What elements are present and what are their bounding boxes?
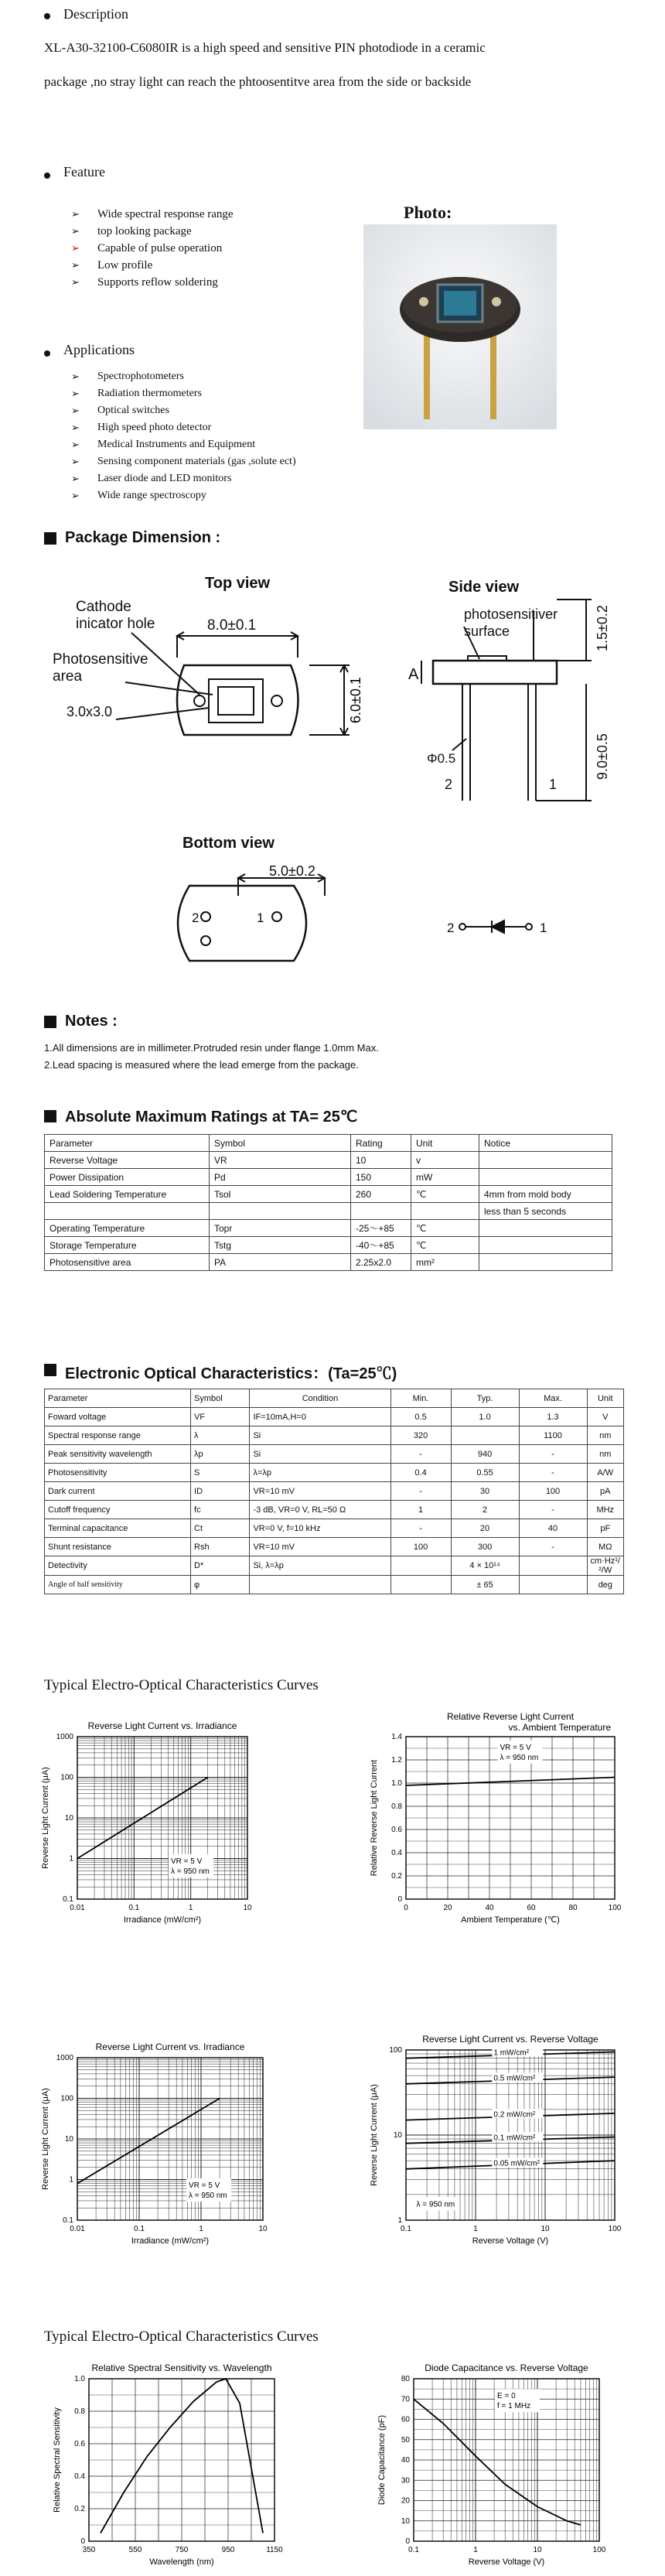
y-tick-label: 1.0 [74, 2375, 85, 2383]
x-tick-label: 0.01 [70, 2225, 85, 2233]
y-tick-label: 0 [405, 2537, 410, 2546]
x-tick-label: 1 [473, 2225, 478, 2233]
pin1-diode-label: 1 [540, 921, 547, 935]
table-header: Parameter [45, 1389, 191, 1408]
table-row: Photosensitive area PA 2.25x2.0 mm² [45, 1254, 612, 1271]
x-tick-label: 750 [175, 2546, 189, 2554]
table-header: Parameter [45, 1135, 210, 1152]
table-header: Condition [250, 1389, 390, 1408]
side-view-label: Side view [448, 579, 520, 596]
description-bullet [44, 13, 50, 19]
x-tick-label: 10 [243, 1904, 252, 1912]
photodiode-image [363, 224, 557, 429]
x-tick-label: 1150 [266, 2546, 283, 2554]
x-axis-label: Reverse Voltage (V) [468, 2557, 545, 2567]
y-tick-label: 0.6 [74, 2440, 85, 2448]
pin2-diode-label: 2 [447, 921, 455, 935]
chart-annotation: E = 0 [497, 2392, 516, 2401]
table-header: Max. [519, 1389, 587, 1408]
table-header: Unit [587, 1389, 624, 1408]
feature-heading: Feature [63, 164, 105, 179]
y-tick-label: 40 [401, 2456, 410, 2465]
photo-area-label-l2: area [53, 668, 83, 685]
arrow-icon: ➢ [71, 259, 80, 271]
cathode-label-l1: Cathode [76, 599, 131, 615]
y-axis-label: Reverse Light Current (μA) [370, 2084, 379, 2186]
dim-bottom-label: 5.0±0.2 [269, 863, 315, 879]
label-a: A [408, 666, 419, 683]
y-axis-label: Reverse Light Current (μA) [41, 1767, 50, 1869]
y-tick-label: 0.6 [391, 1826, 402, 1834]
list-item: ➢ Radiation thermometers [71, 385, 296, 402]
package-square-icon [44, 532, 56, 545]
chart-title: Relative Reverse Light Current [446, 1711, 575, 1722]
list-item: ➢ Spectrophotometers [71, 368, 296, 385]
y-tick-label: 20 [401, 2496, 410, 2506]
diode-symbol [459, 921, 532, 933]
table-header: Typ. [451, 1389, 519, 1408]
x-tick-label: 950 [221, 2546, 235, 2554]
table-header-row [45, 1135, 612, 1152]
notes-line-2: 2.Lead spacing is measured where the lead emerge from the package. [44, 1059, 359, 1071]
table-header: Symbol [210, 1135, 351, 1152]
curves-heading-1: Typical Electro-Optical Characteristics Curves [44, 1677, 319, 1693]
x-tick-label: 1 [199, 2225, 203, 2233]
table-row: Operating Temperature Topr -25～+85 ℃ [45, 1220, 612, 1237]
notes-line-1: 1.All dimensions are in millimeter.Protruded resin under flange 1.0mm Max. [44, 1042, 379, 1054]
applications-bullet [44, 350, 50, 357]
package-heading: Package Dimension : [65, 529, 221, 546]
chart-grid [77, 1737, 247, 1899]
y-tick-label: 1000 [56, 2054, 73, 2062]
chart-subtitle: vs. Ambient Temperature [508, 1722, 611, 1733]
table-header: Notice [479, 1135, 612, 1152]
eo-table [44, 1389, 624, 1594]
arrow-icon: ➢ [71, 439, 80, 450]
series-label: 0.2 mW/cm² [493, 2110, 536, 2120]
x-tick-label: 1 [473, 2546, 478, 2554]
photo-area-label-l1: Photosensitive [53, 651, 148, 668]
y-axis-label: Diode Capacitance (pF) [377, 2414, 387, 2506]
chart-title: Reverse Light Current vs. Irradiance [87, 1720, 237, 1731]
package-drawing [31, 565, 634, 967]
arrow-icon: ➢ [71, 456, 80, 467]
table-row: Power Dissipation Pd 150 mW [45, 1169, 612, 1186]
chart-reverse-voltage [360, 2027, 653, 2259]
arrow-icon: ➢ [71, 422, 80, 433]
chart-annotation: VR = 5 V [189, 2181, 220, 2190]
arrow-icon: ➢ [71, 276, 80, 288]
chart-title: Diode Capacitance vs. Reverse Voltage [425, 2362, 588, 2373]
y-tick-label: 80 [401, 2375, 410, 2383]
table-row: Foward voltage VF IF=10mA,H=0 0.5 1.0 1.3 V [45, 1408, 624, 1426]
y-tick-label: 60 [401, 2415, 410, 2424]
bottom-view-drawing [178, 874, 325, 961]
table-row: Cutoff frequency fc -3 dB, VR=0 V, RL=50 Ω 1 2 - MHz [45, 1501, 624, 1519]
dim-side-top-label: 1.5±0.2 [595, 605, 610, 651]
arrow-icon: ➢ [71, 490, 80, 501]
y-tick-label: 100 [389, 2046, 402, 2055]
x-tick-label: 550 [128, 2546, 142, 2554]
x-axis-label: Ambient Temperature (℃) [461, 1915, 560, 1925]
pin1-side-label: 1 [549, 777, 558, 792]
table-header-row [45, 1389, 624, 1408]
x-tick-label: 10 [258, 2225, 268, 2233]
side-surface-label-l2: surface [464, 624, 510, 639]
arrow-icon: ➢ [71, 371, 80, 382]
chart-title: Relative Spectral Sensitivity vs. Wavelength [91, 2362, 272, 2373]
series-label: 0.05 mW/cm² [493, 2159, 540, 2168]
table-row: Lead Soldering Temperature Tsol 260 ℃ 4mm from mold body [45, 1186, 612, 1203]
cathode-label-l2: inicator hole [76, 616, 155, 632]
table-header: Symbol [191, 1389, 250, 1408]
y-axis-label: Relative Reverse Light Current [370, 1759, 379, 1877]
dim-width-label: 8.0±0.1 [207, 617, 257, 634]
series-label: 0.1 mW/cm² [493, 2134, 536, 2143]
dim-side-leg-label: 9.0±0.5 [595, 733, 610, 780]
y-tick-label: 0.4 [391, 1849, 402, 1857]
area-size-label: 3.0x3.0 [66, 704, 113, 719]
y-tick-label: 0 [80, 2537, 85, 2546]
list-item: ➢ Wide range spectroscopy [71, 487, 296, 504]
table-header: Rating [351, 1135, 411, 1152]
eo-square-icon [44, 1364, 56, 1376]
table-row: Angle of half sensitivity φ ± 65 deg [45, 1576, 624, 1594]
x-tick-label: 0.1 [128, 1904, 140, 1912]
chart-annotation: VR = 5 V [171, 1857, 203, 1866]
applications-list [71, 368, 296, 504]
y-tick-label: 30 [401, 2476, 410, 2485]
pin2-side-label: 2 [445, 777, 453, 792]
list-item: ➢ Capable of pulse operation [71, 240, 234, 257]
x-axis-label: Wavelength (nm) [149, 2557, 214, 2567]
dim-height-label: 6.0±0.1 [348, 677, 363, 723]
description-text-line1: XL-A30-32100-C6080IR is a high speed and sensitive PIN photodiode in a ceramic [44, 40, 486, 55]
chart-annotation: VR = 5 V [500, 1743, 531, 1752]
product-photo [363, 224, 557, 429]
top-view-drawing [116, 632, 350, 735]
feature-bullet [44, 173, 50, 179]
chart-grid [77, 2058, 263, 2220]
list-item: ➢ Optical switches [71, 402, 296, 419]
y-tick-label: 1.4 [391, 1733, 402, 1741]
y-tick-label: 0.8 [391, 1802, 402, 1811]
x-tick-label: 60 [527, 1904, 536, 1912]
x-axis-label: Reverse Voltage (V) [472, 2236, 549, 2246]
y-tick-label: 100 [60, 1773, 73, 1782]
eo-heading: Electronic Optical Characteristics：(Ta=25℃) [65, 1365, 397, 1382]
list-item: ➢ top looking package [71, 223, 234, 240]
table-header: Min. [390, 1389, 451, 1408]
description-heading: Description [63, 6, 128, 22]
feature-list [71, 206, 234, 291]
y-tick-label: 10 [393, 2131, 402, 2140]
x-tick-label: 100 [608, 2225, 622, 2233]
chart-spectral [31, 2352, 340, 2576]
x-tick-label: 10 [541, 2225, 550, 2233]
curves-heading-2: Typical Electro-Optical Characteristics Curves [44, 2328, 319, 2345]
y-tick-label: 0.4 [74, 2472, 85, 2481]
list-item: ➢ Laser diode and LED monitors [71, 470, 296, 487]
list-item: ➢ Supports reflow soldering [71, 274, 234, 291]
x-axis-label: Irradiance (mW/cm²) [123, 1915, 202, 1925]
y-tick-label: 50 [401, 2435, 410, 2444]
side-surface-label-l1: photosensitiver [464, 606, 558, 622]
table-row: Photosensitivity S λ=λp 0.4 0.55 - A/W [45, 1464, 624, 1482]
x-tick-label: 100 [608, 1904, 622, 1912]
arrow-icon: ➢ [71, 473, 80, 484]
x-tick-label: 0.1 [134, 2225, 145, 2233]
series-label: 0.5 mW/cm² [493, 2074, 536, 2083]
arrow-icon: ➢ [71, 208, 80, 220]
y-tick-label: 0 [397, 1895, 402, 1904]
table-row: Dark current ID VR=10 mV - 30 100 pA [45, 1482, 624, 1501]
table-row: Reverse Voltage VR 10 v [45, 1152, 612, 1169]
table-row: Shunt resistance Rsh VR=10 mV 100 300 - MΩ [45, 1538, 624, 1556]
absmax-square-icon [44, 1110, 56, 1122]
table-row: Peak sensitivity wavelength λp Si - 940 - nm [45, 1445, 624, 1464]
y-tick-label: 10 [401, 2516, 410, 2526]
y-tick-label: 1 [69, 2175, 73, 2185]
x-axis-label: Irradiance (mW/cm²) [131, 2236, 210, 2246]
chart-title: Reverse Light Current vs. Irradiance [95, 2041, 245, 2052]
bottom-view-label: Bottom view [182, 835, 275, 852]
x-tick-label: 0.1 [408, 2546, 419, 2554]
top-view-label: Top view [205, 575, 271, 592]
x-tick-label: 40 [485, 1904, 494, 1912]
chart-grid [89, 2379, 275, 2541]
chart-annotation: λ = 950 nm [500, 1753, 539, 1762]
x-tick-label: 0.1 [401, 2225, 411, 2233]
x-tick-label: 10 [533, 2546, 542, 2554]
table-row: Spectral response range λ Si 320 1100 nm [45, 1426, 624, 1445]
y-tick-label: 0.1 [63, 2216, 73, 2225]
y-tick-label: 70 [401, 2395, 410, 2404]
arrow-icon: ➢ [71, 242, 80, 254]
series-label: 1 mW/cm² [493, 2048, 529, 2058]
x-tick-label: 0.01 [70, 1904, 85, 1912]
arrow-icon: ➢ [71, 388, 80, 399]
notes-heading: Notes : [65, 1013, 118, 1030]
pin1-bottom-label: 1 [257, 910, 264, 925]
y-tick-label: 1 [69, 1854, 73, 1864]
chart-capacitance [360, 2352, 653, 2576]
chart-irradiance-2 [31, 2027, 340, 2259]
y-tick-label: 0.2 [391, 1872, 402, 1881]
chart-title: Reverse Light Current vs. Reverse Voltage [422, 2034, 598, 2045]
chart-temperature [360, 1710, 653, 1942]
arrow-icon: ➢ [71, 405, 80, 416]
table-header: Unit [411, 1135, 479, 1152]
absmax-heading: Absolute Maximum Ratings at TA= 25℃ [65, 1109, 358, 1126]
y-tick-label: 0.1 [63, 1895, 73, 1904]
chart-annotation: λ = 950 nm [189, 2192, 227, 2200]
absmax-table [44, 1134, 612, 1271]
pin2-bottom-label: 2 [192, 910, 200, 925]
y-tick-label: 1.2 [391, 1756, 402, 1765]
y-tick-label: 1000 [56, 1733, 73, 1741]
arrow-icon: ➢ [71, 225, 80, 237]
y-tick-label: 100 [60, 2094, 73, 2103]
x-tick-label: 80 [568, 1904, 578, 1912]
list-item: ➢ Medical Instruments and Equipment [71, 436, 296, 453]
y-tick-label: 0.8 [74, 2407, 85, 2416]
photo-label: Photo: [404, 203, 452, 222]
chart-irradiance-1 [31, 1710, 340, 1942]
y-tick-label: 1.0 [391, 1779, 402, 1788]
x-tick-label: 100 [592, 2546, 606, 2554]
list-item: ➢ Sensing component materials (gas ,solute ect) [71, 453, 296, 470]
applications-heading: Applications [63, 342, 135, 357]
y-axis-label: Reverse Light Current (μA) [41, 2088, 50, 2190]
chart-annotation: λ = 950 nm [171, 1867, 210, 1876]
chart-annotation: f = 1 MHz [497, 2402, 531, 2411]
table-row: Detectivity D* Si, λ=λp 4 × 10¹⁴ cm·Hz¹/²/W [45, 1556, 624, 1576]
series-line [414, 2399, 581, 2525]
y-tick-label: 1 [397, 2216, 402, 2225]
x-tick-label: 0 [404, 1904, 408, 1912]
chart-annotation: λ = 950 nm [416, 2200, 455, 2209]
x-tick-label: 350 [82, 2546, 96, 2554]
table-row: Storage Temperature Tstg -40～+85 ℃ [45, 1237, 612, 1254]
x-tick-label: 1 [188, 1904, 193, 1912]
dim-lead-label: Φ0.5 [427, 751, 456, 766]
y-tick-label: 10 [64, 2135, 73, 2144]
x-tick-label: 20 [443, 1904, 452, 1912]
y-axis-label: Relative Spectral Sensitivity [53, 2407, 62, 2513]
list-item: ➢ Low profile [71, 257, 234, 274]
list-item: ➢ High speed photo detector [71, 419, 296, 436]
notes-square-icon [44, 1016, 56, 1028]
table-row: Terminal capacitance Ct VR=0 V, f=10 kHz - 20 40 pF [45, 1519, 624, 1538]
table-row: less than 5 seconds [45, 1203, 612, 1220]
description-text-line2: package ,no stray light can reach the phtoosentitve area from the side or backside [44, 74, 472, 89]
y-tick-label: 10 [64, 1814, 73, 1823]
list-item: ➢ Wide spectral response range [71, 206, 234, 223]
y-tick-label: 0.2 [74, 2505, 85, 2513]
